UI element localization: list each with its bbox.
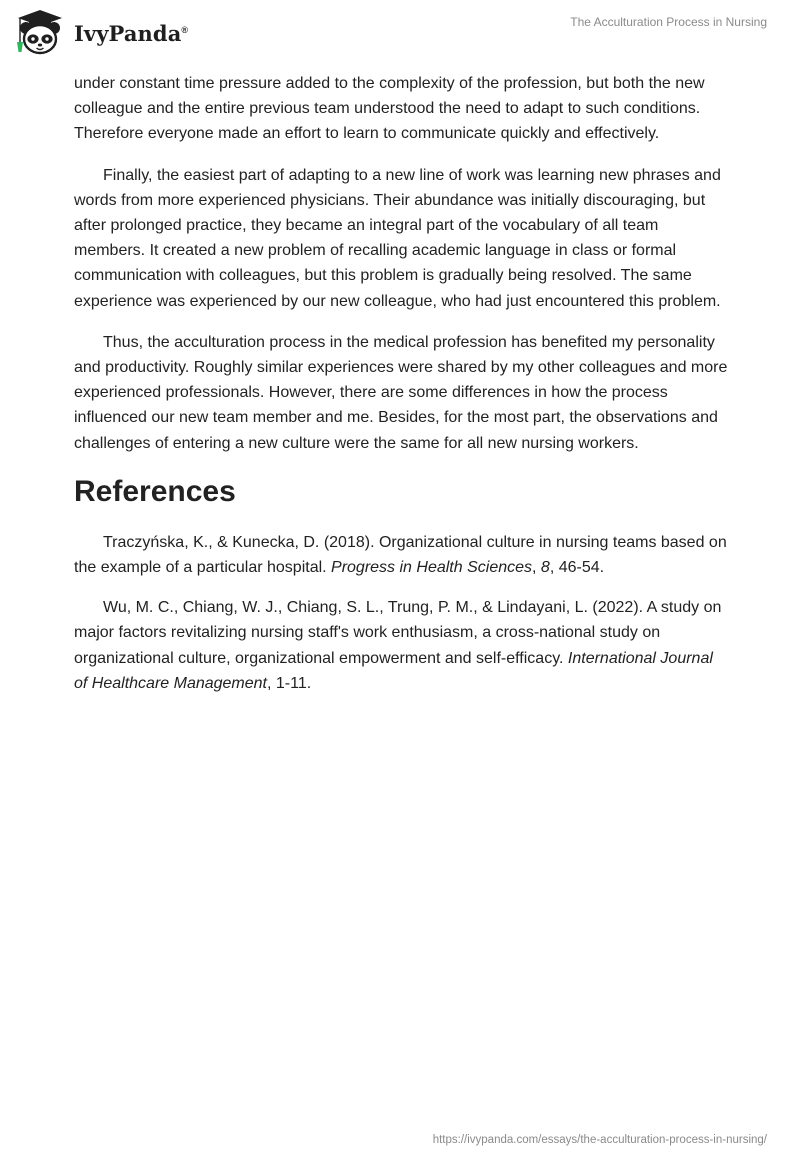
journal-title: International Journal of Healthcare Management	[74, 649, 713, 692]
reference-text: Traczyńska, K., & Kunecka, D. (2018). Organizational culture in nursing teams based on the example of a particular hospital.	[74, 533, 727, 577]
reference-separator: ,	[532, 559, 541, 577]
reference-text: Wu, M. C., Chiang, W. J., Chiang, S. L., Trung, P. M., & Lindayani, L. (2022). A study on major factors revitalizing nursing staff's work enthusiasm, a cross-national study on organizational culture, organizational empowerment and self-efficacy.	[74, 599, 722, 667]
reference-entry	[74, 530, 729, 580]
document-title: The Acculturation Process in Nursing	[570, 15, 767, 29]
body-paragraph: Finally, the easiest part of adapting to a new line of work was learning new phrases and words from more experienced physicians. Their abundance was initially discouraging, but after prolonged practice, they became an integral part of the vocabulary of all team members. It created a new problem of recalling academic language in class or formal communication with colleagues, but this problem is gradually being resolved. The same experience was experienced by our new colleague, who had just encountered this problem.	[74, 166, 721, 310]
body-paragraph: Thus, the acculturation process in the medical profession has benefited my personality and productivity. Roughly similar experiences were shared by my other colleagues and more experienced professionals. However, there are some differences in how the process influenced our new team member and me. Besides, for the most part, the observations and challenges of entering a new culture were the same for all new nursing workers.	[74, 333, 728, 452]
reference-pages: , 1-11.	[267, 674, 312, 692]
registered-mark: ®	[181, 24, 189, 35]
body-paragraph: under constant time pressure added to the complexity of the profession, but both the new colleague and the entire previous team understood the need to adapt to such conditions. Therefore everyone made an effort to learn to communicate quickly and effectively.	[74, 75, 705, 143]
page-header	[0, 0, 800, 64]
essay-content	[74, 71, 729, 711]
brand-name: IvyPanda®	[74, 20, 189, 46]
reference-pages: , 46-54.	[549, 559, 605, 577]
ivypanda-logo[interactable]	[12, 8, 188, 56]
references-heading: References	[74, 474, 236, 508]
reference-entry	[74, 595, 729, 696]
journal-title: Progress in Health Sciences	[331, 559, 533, 577]
journal-volume: 8	[540, 559, 550, 577]
source-url[interactable]: https://ivypanda.com/essays/the-acculturation-process-in-nursing/	[432, 1134, 767, 1146]
panda-graduation-cap-icon	[12, 8, 68, 56]
